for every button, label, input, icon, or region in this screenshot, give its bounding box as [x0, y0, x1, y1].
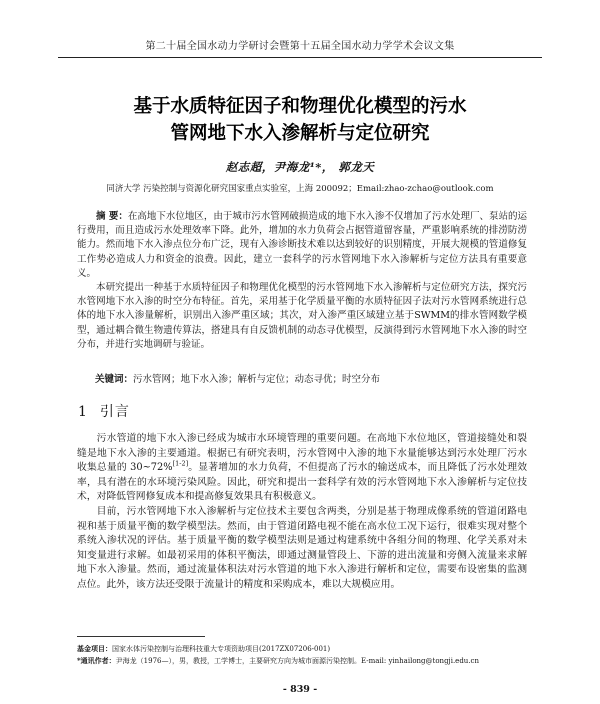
keywords	[95, 373, 525, 387]
header-divider	[58, 57, 542, 58]
citation-1-2: [1-2]	[172, 459, 189, 468]
running-head: 第二十届全国水动力学研讨会暨第十五届全国水动力学学术会议文集	[145, 41, 455, 52]
abstract-paragraph-2: 本研究提出一种基于水质特征因子和物理优化模型的污水管网地下水入渗解析与定位研究方法，探究污水管网地下水入渗的时空分布特征。首先，采用基于化学质量平衡的水质特征因子法对污水管网系统进行总体的地下水入渗量解析，识别出入渗严重区域；其次，对入渗严重区域建立基于SWMM的排水管网数学模型，通过耦合微生物遗传算法，搭建具有自反馈机制的动态寻优模型，反演得到污水管网地下水入渗的时空分布，并进行实地调研与验证。	[77, 282, 527, 350]
abstract-label: 摘 要：	[96, 211, 128, 222]
section-number: 1	[78, 404, 88, 420]
footnote-divider	[77, 636, 205, 637]
authors: 赵志超，尹海龙¹*， 郭龙天	[225, 160, 375, 174]
footnotes	[77, 643, 537, 667]
abstract-text-1: 在高地下水位地区，由于城市污水管网破损造成的地下水入渗不仅增加了污水处理厂、泵站的运行费用，而且造成污水处理效率下降。此外，增加的水力负荷会占据管道留容量，严重影响系统的排涝防涝能力。然而地下水入渗点位分布广泛，现有入渗诊断技术难以达到较好的识别精度，开展大规模的管道修复工作势必造成人力和资金的浪费。因此，建立一套科学的污水管网地下水入渗解析与定位方法具有重要意义。	[77, 211, 527, 279]
page-number: - 839 -	[282, 684, 318, 695]
abstract-paragraph-1	[77, 210, 527, 281]
section-heading	[78, 401, 130, 421]
footnote-fund: 基金项目：国家水体污染控制与治理科技重大专项资助项目(2017ZX07206-001)	[77, 644, 331, 653]
keywords-text: 污水管网；地下水入渗；解析与定位；动态寻优；时空分布	[133, 374, 381, 385]
title-line-1: 基于水质特征因子和物理优化模型的污水	[133, 96, 467, 117]
footnote-corresponding-author: *通讯作者：尹海龙（1976—），男，教授，工学博士，主要研究方向为城市面源污染控制。E-mail: yinhailong@tongji.edu.cn	[77, 656, 479, 665]
abstract	[77, 210, 527, 352]
body-paragraph-1: 污水管道的地下水入渗已经成为城市水环境管理的重要问题。在高地下水位地区，管道接缝处和裂缝是地下水入渗的主要通道。根据已有研究表明，污水管网中入渗的地下水量能够达到污水处理厂污水收集总量的 30~72%[1-2]。显著增加的水力负荷，不但提高了污水的输送成本，而且降低了污水处理效率，具有潜在的水环境污染风险。因此，研究和提出一套科学有效的污水管网地下水入渗解析与定位技术，对降低管网修复成本和提高修复效果具有积极意义。	[77, 433, 527, 503]
body-paragraph-2: 目前，污水管网地下水入渗解析与定位技术主要包含两类，分别是基于物理成像系统的管道闭路电视和基于质量平衡的数学模型法。然而，由于管道闭路电视不能在高水位工况下运行，很难实现对整个系统入渗状况的评估。基于质量平衡的数学模型法则是通过构建系统中各组分间的物理、化学关系对未知变量进行求解。如最初采用的体积平衡法，即通过测量管段上、下游的进出流量和旁侧入流量来求解地下水入渗量。然而，通过流量体积法对污水管道的地下水入渗进行解析和定位，需要布设密集的监测点位。此外，该方法还受限于流量计的精度和采购成本，难以大规模应用。	[77, 505, 527, 590]
affiliation: 同济大学 污染控制与资源化研究国家重点实验室，上海 200092；Email:zhao-zchao@outlook.com	[106, 184, 494, 194]
keywords-label: 关键词：	[95, 374, 134, 385]
body-text	[77, 432, 527, 593]
title-line-2: 管网地下水入渗解析与定位研究	[170, 123, 430, 144]
section-title: 引言	[99, 404, 130, 420]
paper-title	[60, 93, 540, 147]
